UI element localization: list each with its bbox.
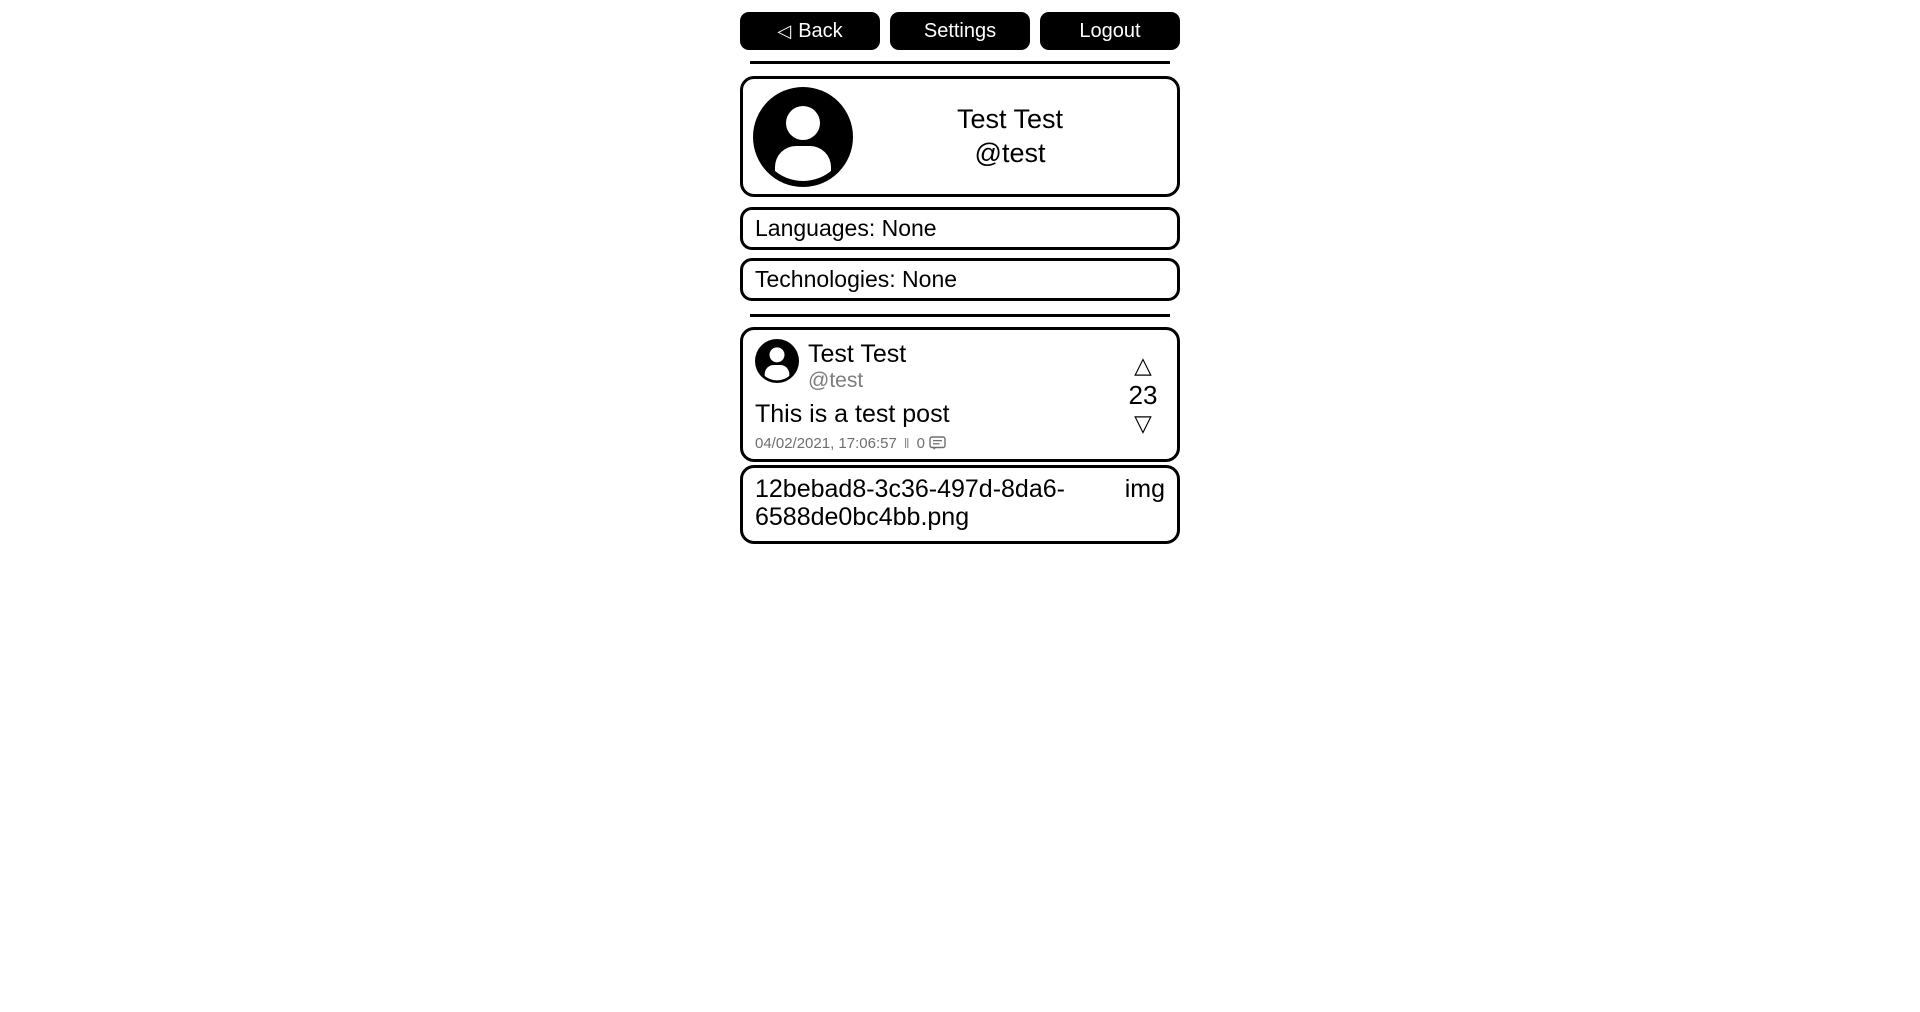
post-author-block <box>808 339 906 393</box>
post-body-text: This is a test post <box>755 399 950 428</box>
profile-names <box>853 103 1167 171</box>
attachment-filename: 12bebad8-3c36-497d-8da6-6588de0bc4bb.png <box>755 474 1065 532</box>
technologies-box <box>740 258 1180 301</box>
post-meta <box>755 435 1121 452</box>
logout-button[interactable] <box>1040 12 1180 50</box>
top-divider <box>750 61 1170 64</box>
post-card <box>740 327 1180 462</box>
vote-count: 23 <box>1128 380 1158 411</box>
settings-button[interactable] <box>890 12 1030 50</box>
profile-avatar-icon <box>753 87 853 187</box>
post-main <box>755 339 1121 452</box>
attachment-box[interactable] <box>740 465 1180 545</box>
back-button-label: Back <box>798 19 843 42</box>
profile-name: Test Test <box>956 103 1064 134</box>
back-button[interactable] <box>740 12 880 50</box>
toolbar <box>740 12 1180 50</box>
vote-column <box>1121 339 1165 452</box>
post-author-name: Test Test <box>808 340 907 368</box>
section-divider <box>750 314 1170 317</box>
upvote-button[interactable]: △ <box>1134 353 1152 380</box>
comment-icon <box>929 436 946 451</box>
profile-card <box>740 76 1180 197</box>
languages-box <box>740 207 1180 250</box>
attachment-type-label: img <box>1124 474 1165 503</box>
post-avatar-icon <box>755 339 799 383</box>
downvote-button[interactable]: ▽ <box>1134 410 1152 437</box>
back-icon: ◁ <box>777 21 792 41</box>
logout-button-label: Logout <box>1079 19 1141 42</box>
post-author-handle: @test <box>808 368 864 392</box>
technologies-text: Technologies: None <box>755 266 958 292</box>
main-column <box>740 0 1180 544</box>
languages-text: Languages: None <box>755 215 937 241</box>
post-timestamp: 04/02/2021, 17:06:57 <box>755 434 897 452</box>
comment-count: 0 <box>916 434 925 452</box>
settings-button-label: Settings <box>923 19 997 42</box>
comment-group <box>917 435 946 452</box>
post-header <box>755 339 1121 393</box>
profile-handle: @test <box>974 137 1046 168</box>
meta-separator: ‖ <box>903 435 910 452</box>
